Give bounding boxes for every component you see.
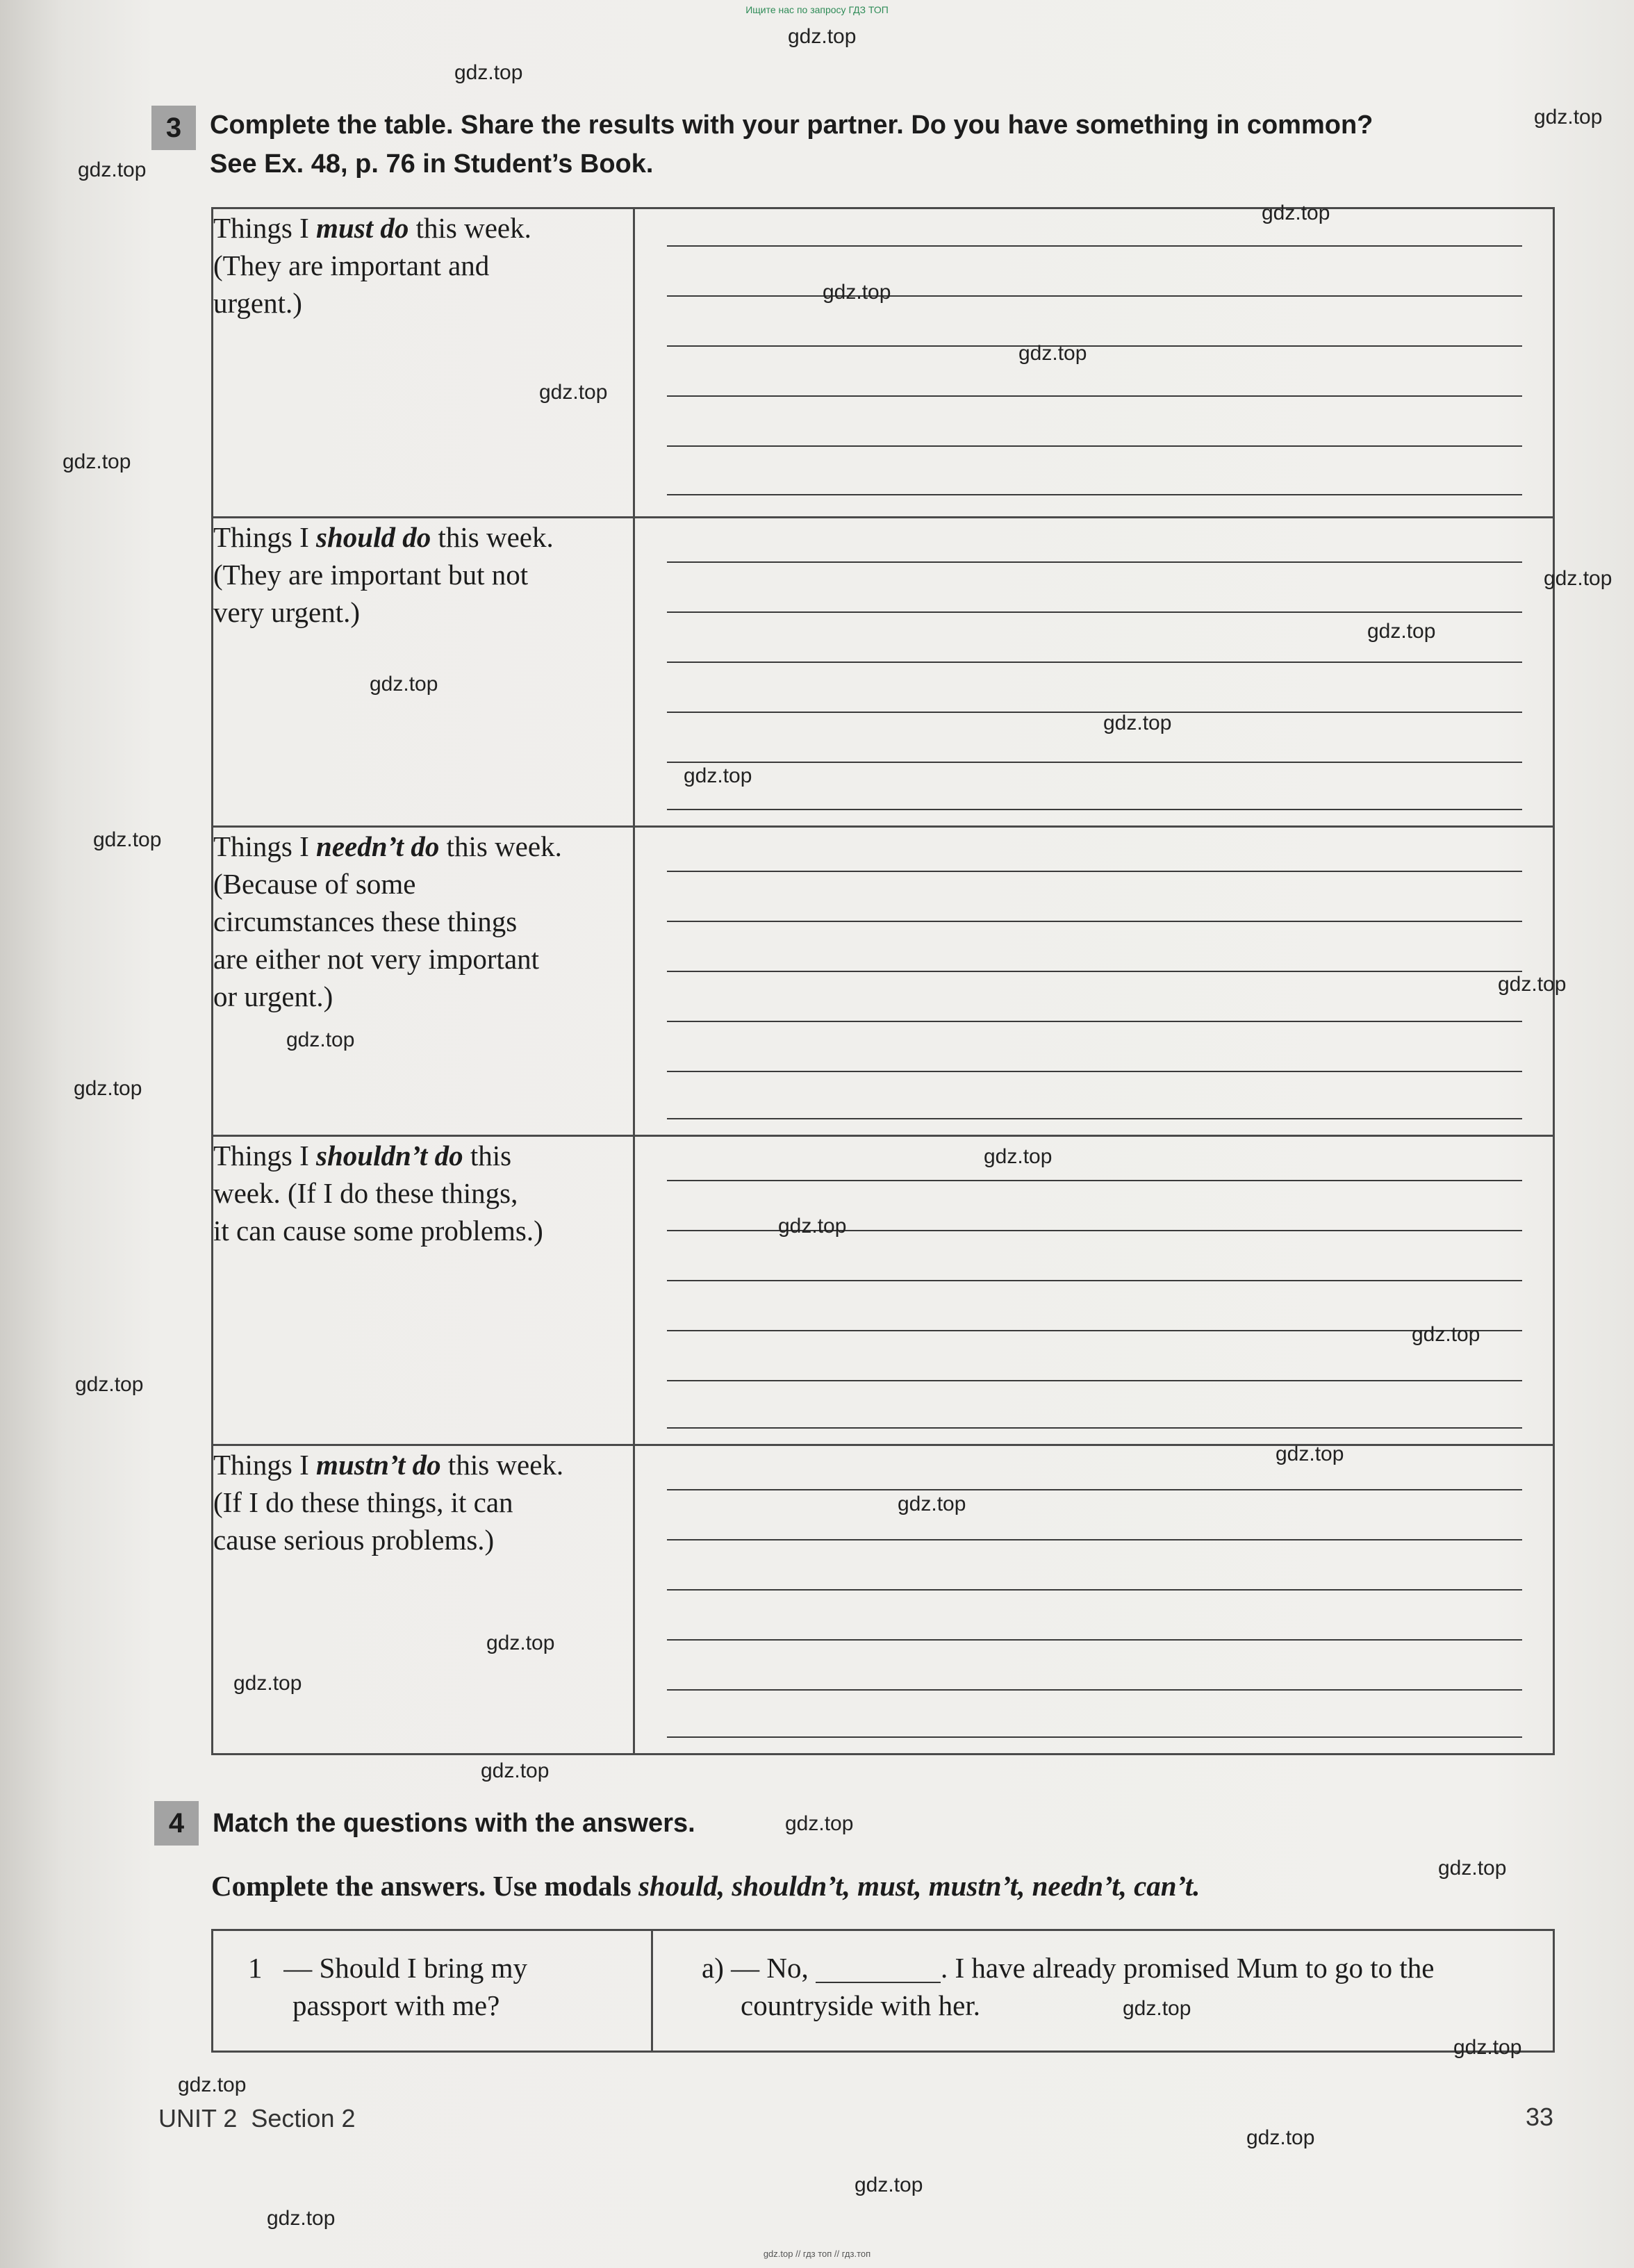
exercise-3-reference: See Ex. 48, p. 76 in Student’s Book. bbox=[210, 149, 654, 179]
watermark: gdz.top bbox=[93, 828, 162, 851]
answer-lines-cell[interactable] bbox=[634, 1445, 1554, 1755]
watermark: gdz.top bbox=[74, 1077, 142, 1100]
exercise-3-instruction: Complete the table. Share the results with your partner. Do you have something in common? bbox=[210, 110, 1373, 140]
answer-lines-cell[interactable] bbox=[634, 208, 1554, 518]
prompt-cell: Things I should do this week. (They are important but not very urgent.) bbox=[213, 518, 634, 827]
page-number: 33 bbox=[1526, 2103, 1554, 2131]
table-row bbox=[213, 208, 1554, 518]
watermark: gdz.top bbox=[1534, 106, 1603, 129]
watermark: gdz.top bbox=[539, 381, 608, 404]
watermark: gdz.top bbox=[1453, 2036, 1522, 2059]
watermark: gdz.top bbox=[78, 158, 147, 181]
watermark: gdz.top bbox=[1412, 1323, 1480, 1346]
exercise-number-badge: 4 bbox=[154, 1801, 199, 1846]
watermark: gdz.top bbox=[1276, 1443, 1344, 1465]
table-row bbox=[213, 1136, 1554, 1445]
watermark: gdz.top bbox=[823, 281, 891, 304]
unit-section-label: UNIT 2 Section 2 bbox=[158, 2104, 356, 2133]
site-footer-note: gdz.top // гдз топ // гдз.топ bbox=[763, 2249, 871, 2259]
watermark: gdz.top bbox=[984, 1145, 1053, 1168]
watermark: gdz.top bbox=[898, 1493, 966, 1515]
watermark: gdz.top bbox=[233, 1672, 302, 1695]
watermark: gdz.top bbox=[785, 1812, 854, 1835]
watermark: gdz.top bbox=[1018, 342, 1087, 365]
exercise-4-instruction: Match the questions with the answers. bbox=[213, 1809, 695, 1838]
answer-lines-cell[interactable] bbox=[634, 827, 1554, 1136]
watermark: gdz.top bbox=[178, 2073, 247, 2096]
prompt-cell: Things I shouldn’t do this week. (If I do these things, it can cause some problems.) bbox=[213, 1136, 634, 1445]
watermark: gdz.top bbox=[1103, 712, 1172, 734]
prompt-cell: Things I needn’t do this week. (Because of some circumstances these things are either not very important or urgent.) bbox=[213, 827, 634, 1136]
site-note: Ищите нас по запросу ГДЗ ТОП bbox=[745, 4, 889, 15]
answer-blank[interactable] bbox=[816, 1953, 941, 1983]
answer-lines-cell[interactable] bbox=[634, 1136, 1554, 1445]
watermark: gdz.top bbox=[286, 1028, 355, 1051]
answer-cell: a) — No, . I have already promised Mum to go to the countryside with her. bbox=[652, 1930, 1554, 2052]
watermark: gdz.top bbox=[1438, 1857, 1507, 1880]
table-row bbox=[213, 827, 1554, 1136]
answer-lines-cell[interactable] bbox=[634, 518, 1554, 827]
watermark: gdz.top bbox=[1498, 973, 1567, 996]
watermark: gdz.top bbox=[486, 1632, 555, 1654]
prompt-cell: Things I must do this week. (They are important and urgent.) bbox=[213, 208, 634, 518]
watermark: gdz.top bbox=[481, 1759, 550, 1782]
watermark: gdz.top bbox=[1544, 567, 1612, 590]
watermark: gdz.top bbox=[788, 25, 857, 48]
watermark: gdz.top bbox=[267, 2207, 336, 2230]
watermark: gdz.top bbox=[684, 764, 752, 787]
watermark: gdz.top bbox=[778, 1215, 847, 1238]
exercise-4-header bbox=[154, 1801, 695, 1846]
exercise-3-header bbox=[151, 106, 1373, 183]
watermark: gdz.top bbox=[75, 1373, 144, 1396]
prompt-cell: Things I mustn’t do this week. (If I do these things, it can cause serious problems.) bbox=[213, 1445, 634, 1755]
exercise-4-subtitle: Complete the answers. Use modals should, shouldn’t, must, mustn’t, needn’t, can’t. bbox=[211, 1870, 1200, 1902]
exercise-number-badge: 3 bbox=[151, 106, 196, 150]
watermark: gdz.top bbox=[855, 2174, 923, 2196]
table-row bbox=[213, 518, 1554, 827]
question-cell: 1 — Should I bring my passport with me? bbox=[213, 1930, 652, 2052]
watermark: gdz.top bbox=[454, 61, 523, 84]
match-table bbox=[211, 1929, 1555, 2053]
watermark: gdz.top bbox=[1123, 1997, 1191, 2020]
things-to-do-table bbox=[211, 207, 1555, 1755]
watermark: gdz.top bbox=[1367, 620, 1436, 643]
watermark: gdz.top bbox=[63, 450, 131, 473]
watermark: gdz.top bbox=[1262, 202, 1330, 224]
table-row bbox=[213, 1445, 1554, 1755]
watermark: gdz.top bbox=[370, 673, 438, 696]
watermark: gdz.top bbox=[1246, 2126, 1315, 2149]
